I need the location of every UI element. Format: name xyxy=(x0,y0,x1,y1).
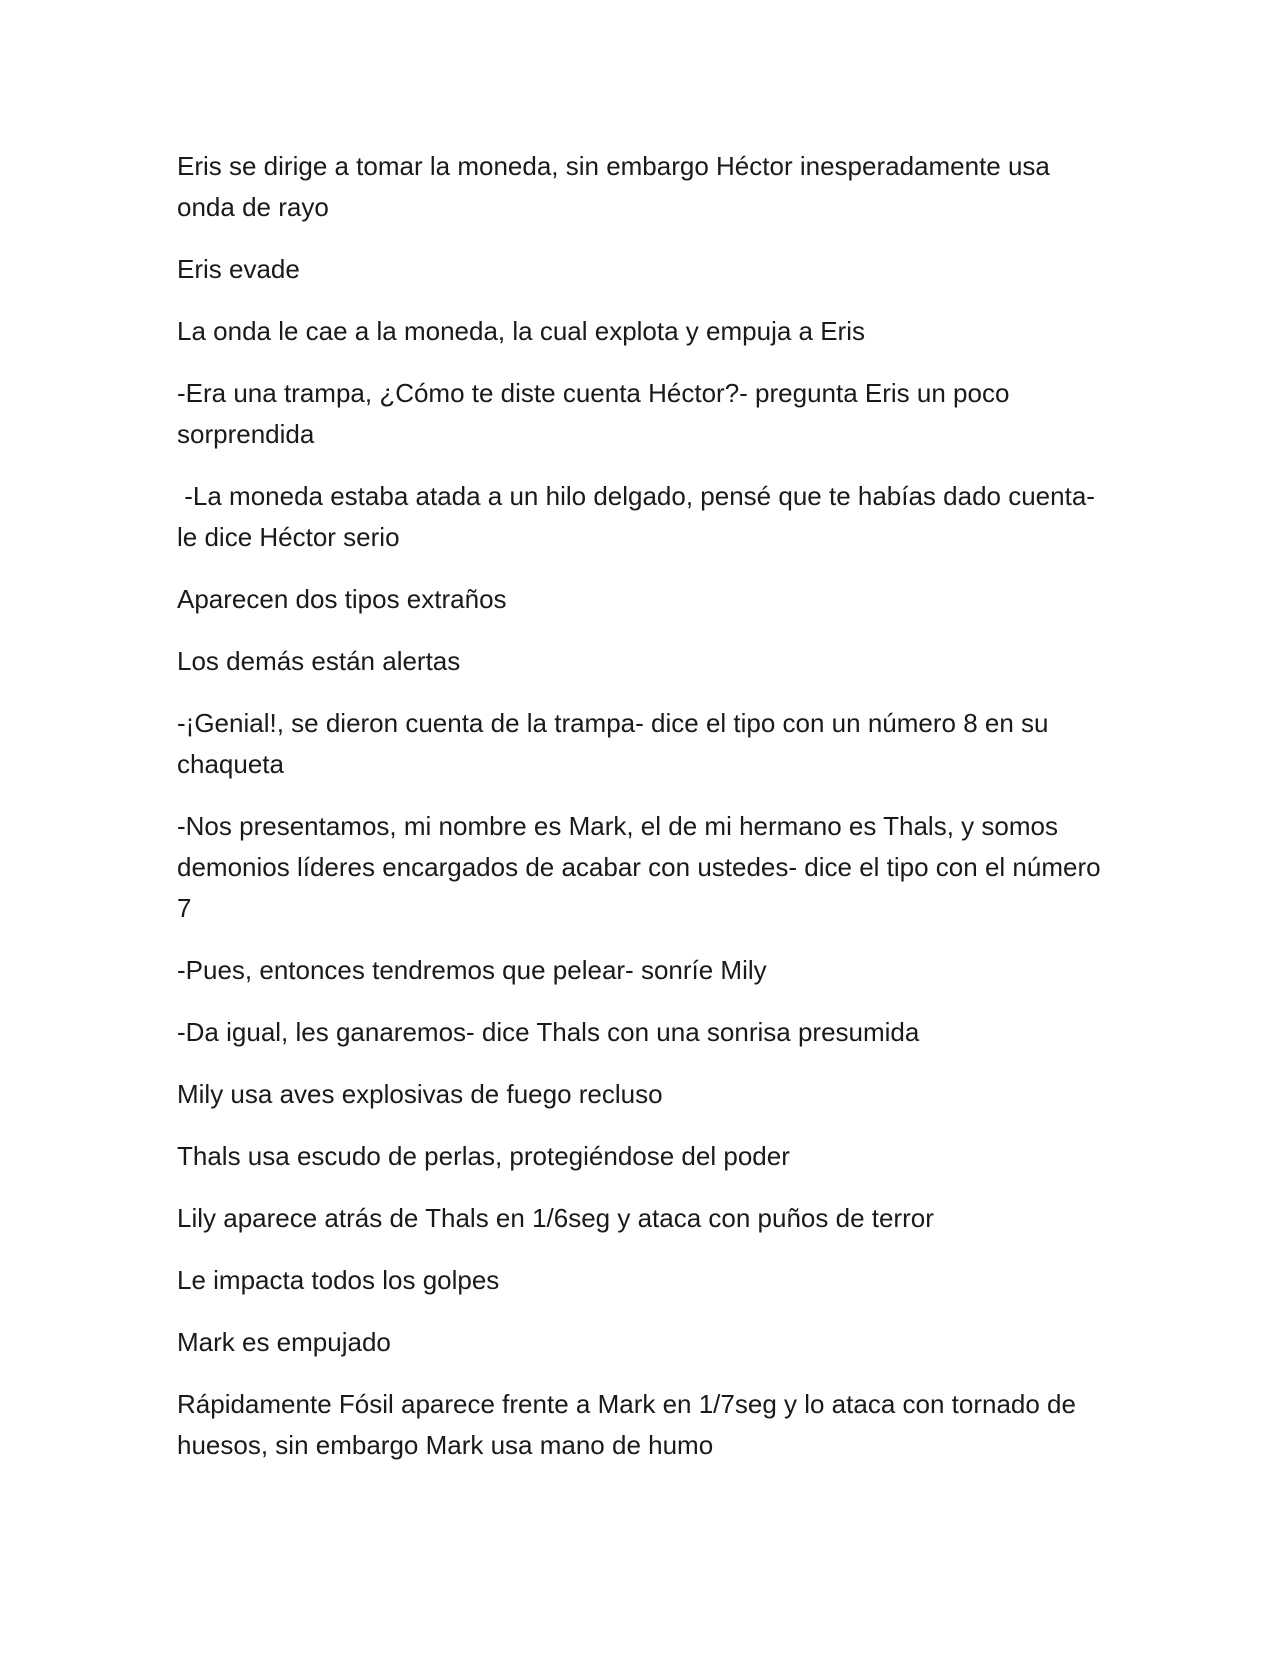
paragraph: -¡Genial!, se dieron cuenta de la trampa- dice el tipo con un número 8 en su chaqueta xyxy=(177,708,1056,779)
paragraph: -Era una trampa, ¿Cómo te diste cuenta Héctor?- pregunta Eris un poco sorprendida xyxy=(177,378,1017,449)
paragraph: Rápidamente Fósil aparece frente a Mark en 1/7seg y lo ataca con tornado de huesos, sin embargo Mark usa mano de humo xyxy=(177,1389,1084,1460)
paragraph: Le impacta todos los golpes xyxy=(177,1265,500,1295)
paragraph: Los demás están alertas xyxy=(177,646,461,676)
paragraph: Mily usa aves explosivas de fuego recluso xyxy=(177,1079,663,1109)
paragraph: Eris evade xyxy=(177,254,300,284)
paragraph: -Pues, entonces tendremos que pelear- sonríe Mily xyxy=(177,955,767,985)
document-body xyxy=(177,146,1112,1487)
paragraph: Eris se dirige a tomar la moneda, sin embargo Héctor inesperadamente usa onda de rayo xyxy=(177,151,1058,222)
paragraph: -La moneda estaba atada a un hilo delgado, pensé que te habías dado cuenta- le dice Héctor serio xyxy=(177,481,1103,552)
paragraph: Aparecen dos tipos extraños xyxy=(177,584,507,614)
paragraph: La onda le cae a la moneda, la cual explota y empuja a Eris xyxy=(177,316,865,346)
paragraph: Thals usa escudo de perlas, protegiéndose del poder xyxy=(177,1141,790,1171)
paragraph: -Da igual, les ganaremos- dice Thals con una sonrisa presumida xyxy=(177,1017,920,1047)
paragraph: -Nos presentamos, mi nombre es Mark, el de mi hermano es Thals, y somos demonios líderes encargados de acabar con ustedes- dice el tipo con el número 7 xyxy=(177,811,1108,923)
paragraph: Mark es empujado xyxy=(177,1327,391,1357)
paragraph: Lily aparece atrás de Thals en 1/6seg y ataca con puños de terror xyxy=(177,1203,934,1233)
